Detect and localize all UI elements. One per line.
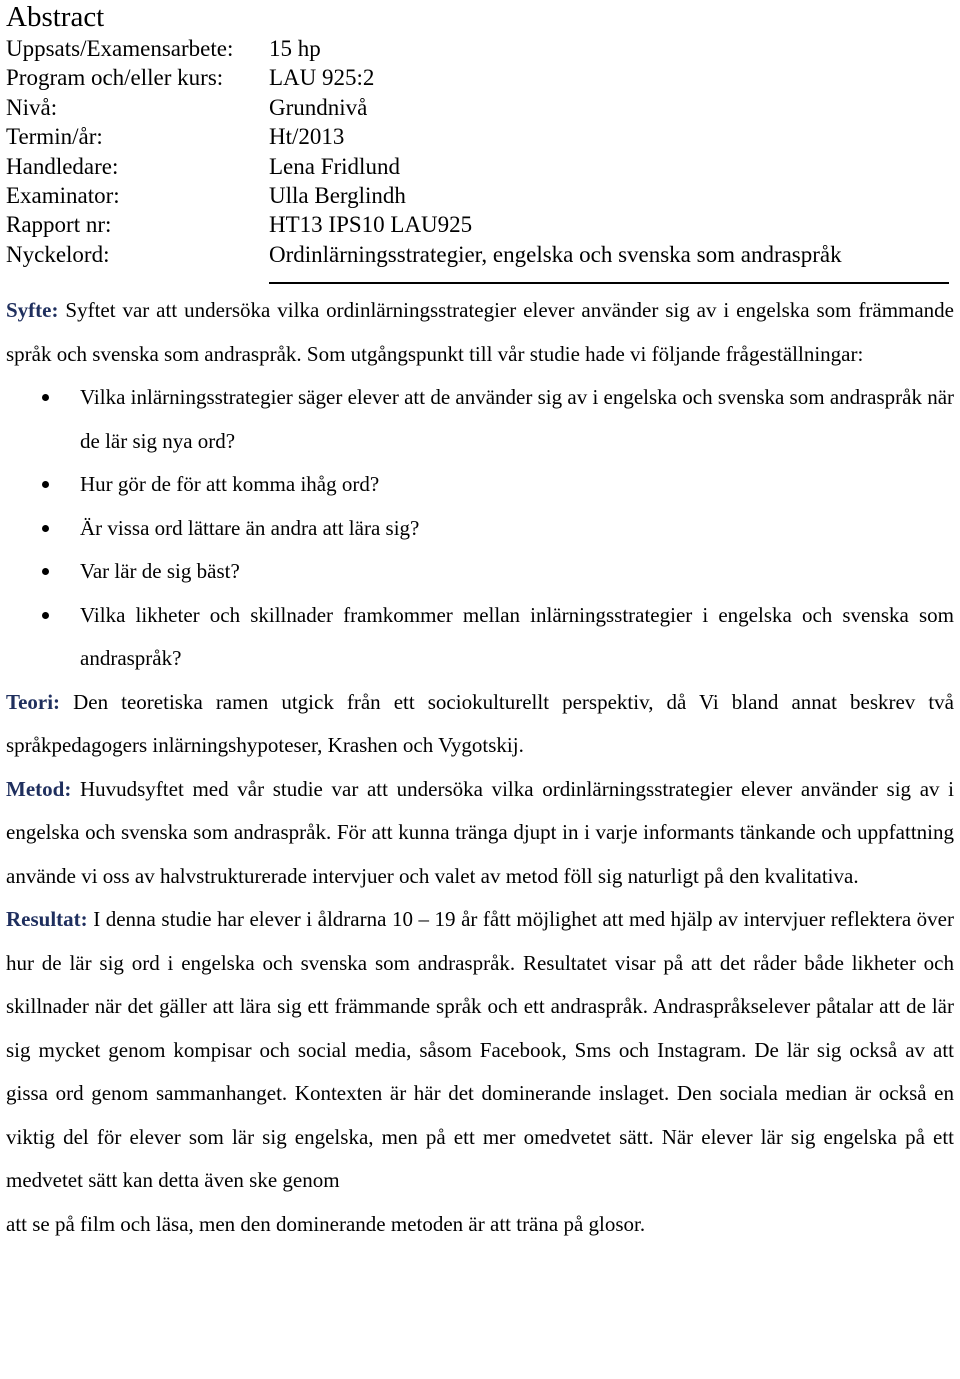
meta-label: Nyckelord: bbox=[6, 241, 110, 267]
meta-value: Grundnivå bbox=[269, 94, 368, 120]
meta-row-handledare bbox=[6, 152, 956, 181]
meta-value: Ordinlärningsstrategier, engelska och svenska som andraspråk bbox=[269, 241, 842, 267]
meta-value: HT13 IPS10 LAU925 bbox=[269, 212, 473, 238]
metod-lead: Metod: bbox=[6, 776, 72, 801]
teori-lead: Teori: bbox=[6, 689, 61, 714]
syfte-lead: Syfte: bbox=[6, 298, 59, 322]
question-item bbox=[6, 507, 954, 551]
bullet-icon bbox=[42, 394, 49, 401]
question-text: Vilka inlärningsstrategier säger elever att de använder sig av i engelska och svenska som andraspråk när de lär sig nya ord? bbox=[80, 385, 955, 453]
resultat-final-line: att se på film och läsa, men den dominerande metoden är att träna på glosor. bbox=[6, 1211, 646, 1236]
teori-paragraph bbox=[6, 681, 954, 768]
question-text: Vilka likheter och skillnader framkommer mellan inlärningsstrategier i engelska och svenska som andraspråk? bbox=[80, 602, 954, 670]
question-text: Var lär de sig bäst? bbox=[80, 559, 240, 583]
resultat-lead: Resultat: bbox=[6, 907, 88, 931]
meta-label: Examinator: bbox=[6, 182, 120, 208]
abstract-heading: Abstract bbox=[6, 1, 105, 33]
syfte-text: Syftet var att undersöka vilka ordinlärningsstrategier elever använder sig av i engelska som främmande språk och svenska som andraspråk. Som utgångspunkt till vår studie hade vi följande frågeställningar: bbox=[6, 298, 954, 366]
teori-text: Den teoretiska ramen utgick från ett sociokulturellt perspektiv, då Vi bland annat beskrev två språkpedagogers inlärningshypoteser, Krashen och Vygotskij. bbox=[6, 689, 954, 757]
meta-value: LAU 925:2 bbox=[269, 65, 375, 91]
resultat-paragraph bbox=[6, 898, 954, 1203]
meta-label: Rapport nr: bbox=[6, 212, 112, 238]
syfte-paragraph bbox=[6, 289, 954, 376]
question-list bbox=[6, 376, 954, 681]
meta-value: Lena Fridlund bbox=[269, 153, 400, 179]
question-item bbox=[6, 376, 954, 463]
bullet-icon bbox=[42, 525, 49, 532]
meta-row-program bbox=[6, 63, 956, 92]
question-item bbox=[6, 550, 954, 594]
bullet-icon bbox=[42, 481, 49, 488]
metod-text: Huvudsyftet med vår studie var att undersöka vilka ordinlärningsstrategier elever använder sig av i engelska och svenska som andraspråk. För att kunna tränga djupt in i varje informants tänkande och uppfattning använde vi oss av halvstrukturerade intervjuer och valet av metod föll sig naturligt på den kvalitativa. bbox=[6, 776, 954, 888]
bullet-icon bbox=[42, 612, 49, 619]
meta-label: Termin/år: bbox=[6, 124, 103, 150]
separator-line bbox=[269, 282, 949, 284]
meta-row-termin bbox=[6, 122, 956, 151]
meta-label: Program och/eller kurs: bbox=[6, 65, 224, 91]
meta-label: Handledare: bbox=[6, 153, 119, 179]
meta-value: Ht/2013 bbox=[269, 124, 345, 150]
question-text: Hur gör de för att komma ihåg ord? bbox=[80, 472, 380, 496]
meta-label: Nivå: bbox=[6, 94, 58, 120]
question-item bbox=[6, 594, 954, 681]
resultat-text: I denna studie har elever i åldrarna 10 – 19 år fått möjlighet att med hjälp av intervjuer reflektera över hur de lär sig ord i engelska och svenska som andraspråk. Resultatet visar på att det råder både likheter och skillnader när det gäller att lära sig ett främmande språk och ett andraspråk. Andraspråkselever påtalar att de lär sig mycket genom kompisar och social media, såsom Facebook, Sms och Instagram. De lär sig också av att gissa ord genom sammanhanget. Kontexten är här det dominerande inslaget. Den sociala median är också en viktig del för elever som lär sig engelska, men på ett mer omedvetet sätt. När elever lär sig engelska på ett medvetet sätt kan detta även ske genom bbox=[6, 907, 954, 1192]
metod-paragraph bbox=[6, 768, 954, 899]
meta-row-rapport bbox=[6, 210, 956, 239]
meta-value: Ulla Berglindh bbox=[269, 182, 406, 208]
question-item bbox=[6, 463, 954, 507]
meta-row-examinator bbox=[6, 181, 956, 210]
meta-row-niva bbox=[6, 93, 956, 122]
meta-value: 15 hp bbox=[269, 36, 321, 61]
abstract-body bbox=[6, 289, 954, 1246]
bullet-icon bbox=[42, 568, 49, 575]
meta-label: Uppsats/Examensarbete: bbox=[6, 36, 234, 61]
meta-row-uppsats bbox=[6, 34, 956, 63]
question-text: Är vissa ord lättare än andra att lära sig? bbox=[80, 515, 420, 540]
meta-row-nyckelord bbox=[6, 240, 956, 269]
metadata-table bbox=[6, 34, 956, 269]
